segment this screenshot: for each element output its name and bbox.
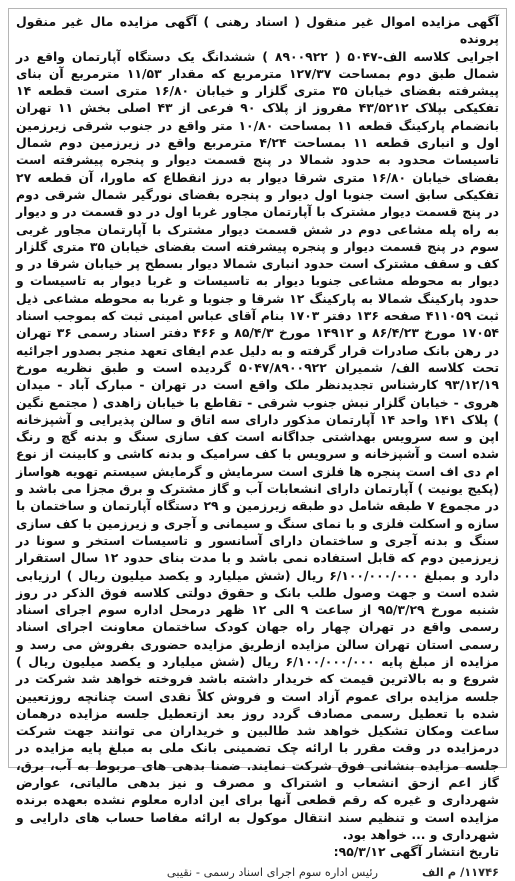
notice-title: آگهی مزایده اموال غیر منقول ( اسناد رهنی ) آگهی مزایده مال غیر منقول پرونده [16,14,499,47]
signature-line: رئیس اداره سوم اجرای اسناد رسمی - نقیبی [166,864,379,879]
reference-code: ۱۱۷۴۶/ م الف [422,864,499,879]
notice-footer [16,864,499,881]
publish-date: تاریخ انتشار آگهی ۹۵/۳/۱۲: [333,844,499,860]
auction-notice [8,8,507,879]
notice-body: اجرایی کلاسه الف-۵۰۴۷ ( ۸۹۰۰۹۲۲ ) ششدانگ یک دستگاه آپارتمان واقع در شمال طبق دوم بمساحت ۱۲۷/۳۷ مترمربع که مقدار ۱۱/۵۳ مترمربع آن بنای پیشرفته بفضای خیابان ۳۵ متری گلزار و خیابان ۱۶/۸۰ متری است قطعه ۱۴ تفکیکی بپلاک ۴۳/۵۲۱۲ مفروز از پلاک ۹۰ فرعی از ۴۳ اصلی بخش ۱۱ تهران بانضمام پارکینگ قطعه ۱۱ بمساحت ۱۰/۸۰ متر واقع در جنوب شرقی زیرزمین اول و انباری قطعه ۱۱ بمساحت ۴/۲۴ مترمربع واقع در زیرزمین دوم شمال تاسیسات محدود به حدود شمالا در پنج قسمت دیوار و پنجره پیشرفته است بفضای خیابان ۱۶/۸۰ متری شرقا دیوار به درز انقطاع که ماورا، آن قطعه ۲۷ تفکیکی سابق است جنوبا اول دیوار و پنجره بفضای نورگیر شمال شرقی دوم در پنج قسمت دیوار مشترک با آپارتمان مجاور غربا اول در دو قسمت در و دیوار به راه پله مشاعی دوم در شش قسمت دیوار مشترک با آپارتمان مجاور غربی سوم در پنج قسمت دیوار و پنجره پیشرفته است بفضای خیابان ۳۵ متری گلزار کف و سقف مشترک است حدود انباری شمالا دیوار بسطح پر خیابان شرقا در و دیوار به محوطه مشاعی جنوبا دیوار به تاسیسات و غربا دیوار به تاسیسات و حدود پارکینگ شمالا به پارکینگ ۱۲ شرقا و جنوبا و غربا به محوطه مشاعی ذیل ثبت ۴۱۱۰۵۹ صفحه ۱۳۶ دفتر ۱۷۰۳ بنام آقای عباس امینی ثبت که بموجب اسناد ۱۷۰۵۴ مورخ ۸۶/۴/۲۳ و ۱۴۹۱۲ مورخ ۸۵/۴/۳ و ۴۶۶ دفتر اسناد رسمی ۳۶ تهران در رهن بانک صادرات قرار گرفته و به دلیل عدم ایفای تعهد منجر بصدور اجرائیه تحت کلاسه الف/ شمیران ۵۰۴۷/۸۹۰۰۹۲۲ گردیده است و طبق نظریه مورخ ۹۳/۱۲/۱۹ کارشناس تجدیدنظر ملک واقع است در تهران - مبارک آباد - میدان هروی - خیابان گلزار نبش جنوب شرقی - تقاطع با خیابان زاهدی ( مجتمع نگین ) پلاک ۱۴۱ واحد ۱۴ آپارتمان مذکور دارای سه اتاق و سالن پذیرایی و آشپزخانه اپن و سه سرویس بهداشتی جداگانه است کف سازی سنگ و بدنه گچ و رنگ شده است و آشپزخانه و سرویس با کف سرامیک و بدنه کاشی و کابینت از نوع ام دی اف است پنجره ها فلزی است سرمایش و گرمایش سیستم تهویه هواساز (پکیج یونیت ) آپارتمان دارای انشعابات آب و گاز مشترک و برق مجزا می باشد و در مجموع ۷ طبقه شامل دو طبقه زیرزمین و ۲۹ دستگاه آپارتمان و ساختمان با سازه و اسکلت فلزی و با نمای سنگ و سیمانی و آجری و زیرزمین با کف سازی سنگ و بدنه آجری و ساختمان دارای آسانسور و تاسیسات استخر و سونا در زیرزمین دوم که قابل استفاده نمی باشد و با مدت بنای حدود ۱۲ سال استقرار دارد و بمبلغ ۶/۱۰۰/۰۰۰/۰۰۰ ریال (شش میلیارد و یکصد میلیون ریال ) ارزیابی شده است و جهت وصول طلب بانک و حقوق دولتی کلاسه فوق الذکر در روز شنبه مورخ ۹۵/۳/۲۹ از ساعت ۹ الی ۱۲ ظهر درمحل اداره سوم اجرای اسناد رسمی واقع در تهران چهار راه جهان کودک ساختمان معاونت اجرای اسناد رسمی استان تهران سالن مزایده ازطریق مزایده حضوری بفروش می رسد و مزایده از مبلغ پایه ۶/۱۰۰/۰۰۰/۰۰۰ ریال (شش میلیارد و یکصد میلیون ریال ) شروع و به بالاترین قیمت که خریدار داشته باشد فروخته خواهد شد شرکت در جلسه مزایده برای عموم آزاد است و فروش کلاً نقدی است چنانچه روزتعیین شده با تعطیل رسمی مصادف گردد روز بعد ازتعطیل جلسه مزایده درهمان ساعت ومکان تشکیل خواهد شد طالبین و خریداران می توانند جهت شرکت درمزایده در وقت مقرر با ارائه چک تضمینی بانک ملی به مبلغ پایه مزایده در جلسه مزایده بنشانی فوق شرکت نمایند. ضمنا بدهی های مربوط به آب، برق، گاز اعم ازحق انشعاب و اشتراک و مصرف و نیز بدهی مالیاتی، عوارض شهرداری و غیره که رقم قطعی آنها برای این اداره معلوم نشده بعهده برنده مزایده است و تنظیم سند انتقال موکول به ارائه مفاصا حساب های دارایی و شهرداری و ... خواهد بود. [16,48,500,842]
